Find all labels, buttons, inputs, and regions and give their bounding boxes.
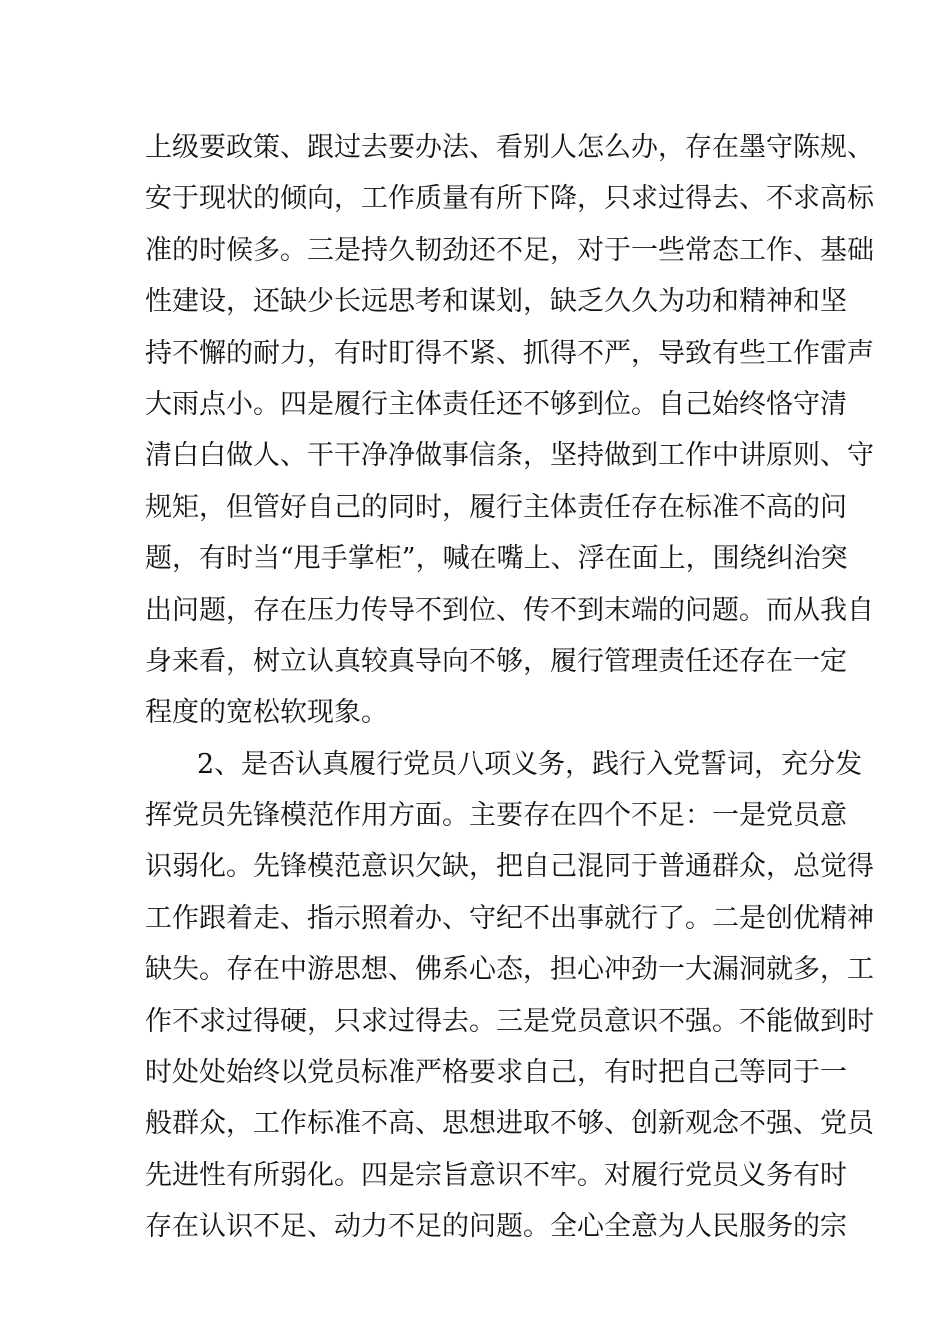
- text-line: 作不求过得硬，只求过得去。三是党员意识不强。不能做到时: [145, 1005, 874, 1037]
- text-line: 出问题，存在压力传导不到位、传不到末端的问题。而从我自: [145, 594, 874, 626]
- text-line: 安于现状的倾向，工作质量有所下降，只求过得去、不求高标: [145, 183, 874, 215]
- text-line: 先进性有所弱化。四是宗旨意识不牢。对履行党员义务有时: [145, 1159, 847, 1191]
- text-line: 上级要政策、跟过去要办法、看别人怎么办，存在墨守陈规、: [145, 132, 874, 163]
- text-line: 规矩，但管好自己的同时，履行主体责任存在标准不高的问: [145, 491, 847, 523]
- text-line: 程度的宽松软现象。: [145, 697, 388, 729]
- text-line: 般群众，工作标准不高、思想进取不够、创新观念不强、党员: [145, 1108, 874, 1140]
- paragraph-2: [145, 739, 874, 1253]
- text-line: 题，有时当“甩手掌柜”，喊在嘴上、浮在面上，围绕纠治突: [145, 543, 848, 575]
- body-text: [145, 122, 874, 1253]
- text-line: 挥党员先锋模范作用方面。主要存在四个不足：一是党员意: [145, 800, 847, 832]
- text-line: 缺失。存在中游思想、佛系心态，担心冲劲一大漏洞就多，工: [145, 954, 874, 986]
- text-line: 工作跟着走、指示照着办、守纪不出事就行了。二是创优精神: [145, 902, 874, 934]
- text-line: 准的时候多。三是持久韧劲还不足，对于一些常态工作、基础: [145, 234, 874, 266]
- text-line: 存在认识不足、动力不足的问题。全心全意为人民服务的宗: [145, 1211, 847, 1243]
- text-line: 持不懈的耐力，有时盯得不紧、抓得不严，导致有些工作雷声: [145, 337, 874, 369]
- text-line: 识弱化。先锋模范意识欠缺，把自己混同于普通群众，总觉得: [145, 851, 874, 883]
- text-line: 大雨点小。四是履行主体责任还不够到位。自己始终恪守清: [145, 388, 847, 420]
- paragraph-1: [145, 122, 874, 739]
- text-line: 2、是否认真履行党员八项义务，践行入党誓词，充分发: [197, 748, 863, 780]
- text-line: 身来看，树立认真较真导向不够，履行管理责任还存在一定: [145, 645, 847, 677]
- text-line: 时处处始终以党员标准严格要求自己，有时把自己等同于一: [145, 1057, 847, 1089]
- text-line: 清白白做人、干干净净做事信条，坚持做到工作中讲原则、守: [145, 440, 874, 472]
- text-line: 性建设，还缺少长远思考和谋划，缺乏久久为功和精神和坚: [145, 286, 847, 318]
